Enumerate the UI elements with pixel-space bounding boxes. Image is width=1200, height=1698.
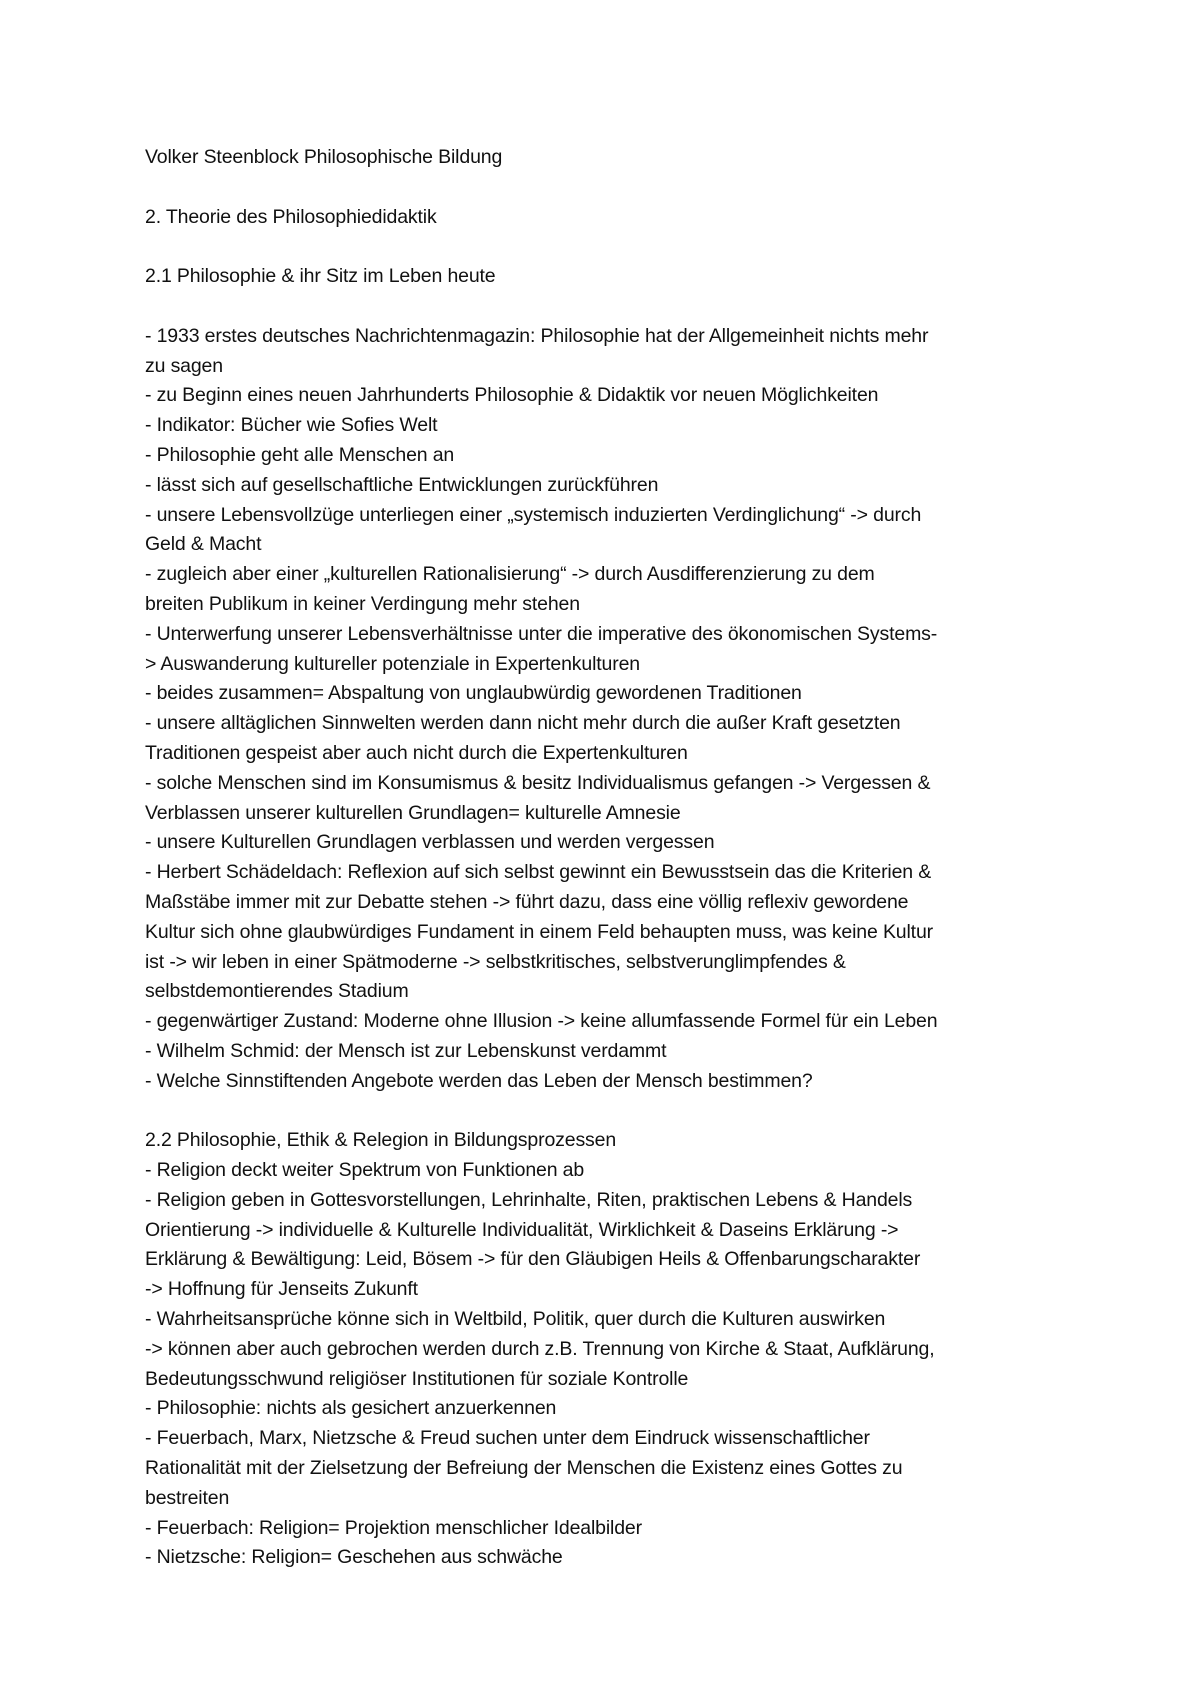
text-line: Rationalität mit der Zielsetzung der Befreiung der Menschen die Existenz eines Gottes zu [145, 1457, 903, 1480]
text-line: - Unterwerfung unserer Lebensverhältnisse unter die imperative des ökonomischen Systems- [145, 622, 938, 645]
spacer [145, 232, 1070, 262]
text-line: - unsere Lebensvollzüge unterliegen einer „systemisch induzierten Verdinglichung“ -> durch [145, 503, 922, 526]
text-line: - solche Menschen sind im Konsumismus & besitz Individualismus gefangen -> Vergessen & [145, 771, 931, 794]
chapter-text: 2. Theorie des Philosophiedidaktik [145, 205, 437, 228]
text-line: - unsere Kulturellen Grundlagen verblassen und werden vergessen [145, 831, 715, 854]
text-line: - lässt sich auf gesellschaftliche Entwicklungen zurückführen [145, 473, 659, 496]
text-line: zu sagen [145, 354, 223, 377]
text-line: - Wahrheitsansprüche könne sich in Weltbild, Politik, quer durch die Kulturen auswirken [145, 1308, 886, 1331]
spacer [145, 173, 1070, 203]
section-2-heading-text: 2.2 Philosophie, Ethik & Relegion in Bildungsprozessen [145, 1129, 617, 1152]
text-line: - Feuerbach, Marx, Nietzsche & Freud suchen unter dem Eindruck wissenschaftlicher [145, 1427, 870, 1450]
text-line: - Nietzsche: Religion= Geschehen aus schwäche [145, 1546, 563, 1569]
text-line: - zu Beginn eines neuen Jahrhunderts Philosophie & Didaktik vor neuen Möglichkeiten [145, 384, 879, 407]
text-line: - Welche Sinnstiftenden Angebote werden das Leben der Mensch bestimmen? [145, 1069, 813, 1092]
section-1-body [145, 322, 1070, 1097]
text-line: - gegenwärtiger Zustand: Moderne ohne Illusion -> keine allumfassende Formel für ein Leben [145, 1010, 938, 1033]
text-line: -> Hoffnung für Jenseits Zukunft [145, 1278, 418, 1301]
text-line: > Auswanderung kultureller potenziale in Expertenkulturen [145, 652, 640, 675]
text-line: Bedeutungsschwund religiöser Institutionen für soziale Kontrolle [145, 1367, 689, 1390]
text-line: Verblassen unserer kulturellen Grundlagen= kulturelle Amnesie [145, 801, 681, 824]
text-line: Maßstäbe immer mit zur Debatte stehen -> führt dazu, dass eine völlig reflexiv gewordene [145, 890, 909, 913]
text-line: - Indikator: Bücher wie Sofies Welt [145, 414, 438, 437]
text-line: bestreiten [145, 1486, 230, 1509]
text-line: - Herbert Schädeldach: Reflexion auf sich selbst gewinnt ein Bewusstsein das die Kriterien & [145, 861, 932, 884]
text-line: - Religion geben in Gottesvorstellungen, Lehrinhalte, Riten, praktischen Lebens & Handels [145, 1188, 913, 1211]
text-line: - Philosophie geht alle Menschen an [145, 443, 455, 466]
text-line: Traditionen gespeist aber auch nicht durch die Expertenkulturen [145, 741, 688, 764]
section-2-heading [145, 1126, 1070, 1156]
text-line: -> können aber auch gebrochen werden durch z.B. Trennung von Kirche & Staat, Aufklärung, [145, 1337, 935, 1360]
section-2-body [145, 1156, 1070, 1573]
text-line: - Feuerbach: Religion= Projektion menschlicher Idealbilder [145, 1516, 642, 1539]
text-line: - zugleich aber einer „kulturellen Rationalisierung“ -> durch Ausdifferenzierung zu dem [145, 563, 875, 586]
section-1-heading-text: 2.1 Philosophie & ihr Sitz im Leben heute [145, 265, 496, 288]
text-line: selbstdemontierendes Stadium [145, 980, 409, 1003]
text-line: Kultur sich ohne glaubwürdiges Fundament in einem Feld behaupten muss, was keine Kultur [145, 920, 933, 943]
chapter-heading [145, 203, 1070, 233]
text-line: - Philosophie: nichts als gesichert anzuerkennen [145, 1397, 557, 1420]
text-line: - beides zusammen= Abspaltung von unglaubwürdig gewordenen Traditionen [145, 682, 802, 705]
title-text: Volker Steenblock Philosophische Bildung [145, 146, 503, 168]
section-1-heading [145, 262, 1070, 292]
text-line: breiten Publikum in keiner Verdingung mehr stehen [145, 592, 580, 615]
text-line: Erklärung & Bewältigung: Leid, Bösem -> für den Gläubigen Heils & Offenbarungscharakter [145, 1248, 921, 1271]
text-line: ist -> wir leben in einer Spätmoderne -> selbstkritisches, selbstverunglimpfendes & [145, 950, 846, 973]
text-line: Geld & Macht [145, 533, 262, 556]
document-body [145, 143, 1070, 1573]
document-title [145, 143, 1070, 173]
text-line: Orientierung -> individuelle & Kulturelle Individualität, Wirklichkeit & Daseins Erklärung -> [145, 1218, 899, 1241]
spacer [145, 1097, 1070, 1127]
spacer [145, 292, 1070, 322]
text-line: - 1933 erstes deutsches Nachrichtenmagazin: Philosophie hat der Allgemeinheit nichts mehr [145, 324, 929, 347]
text-line: - unsere alltäglichen Sinnwelten werden dann nicht mehr durch die außer Kraft gesetzten [145, 712, 901, 735]
text-line: - Religion deckt weiter Spektrum von Funktionen ab [145, 1159, 585, 1182]
text-line: - Wilhelm Schmid: der Mensch ist zur Lebenskunst verdammt [145, 1039, 667, 1062]
